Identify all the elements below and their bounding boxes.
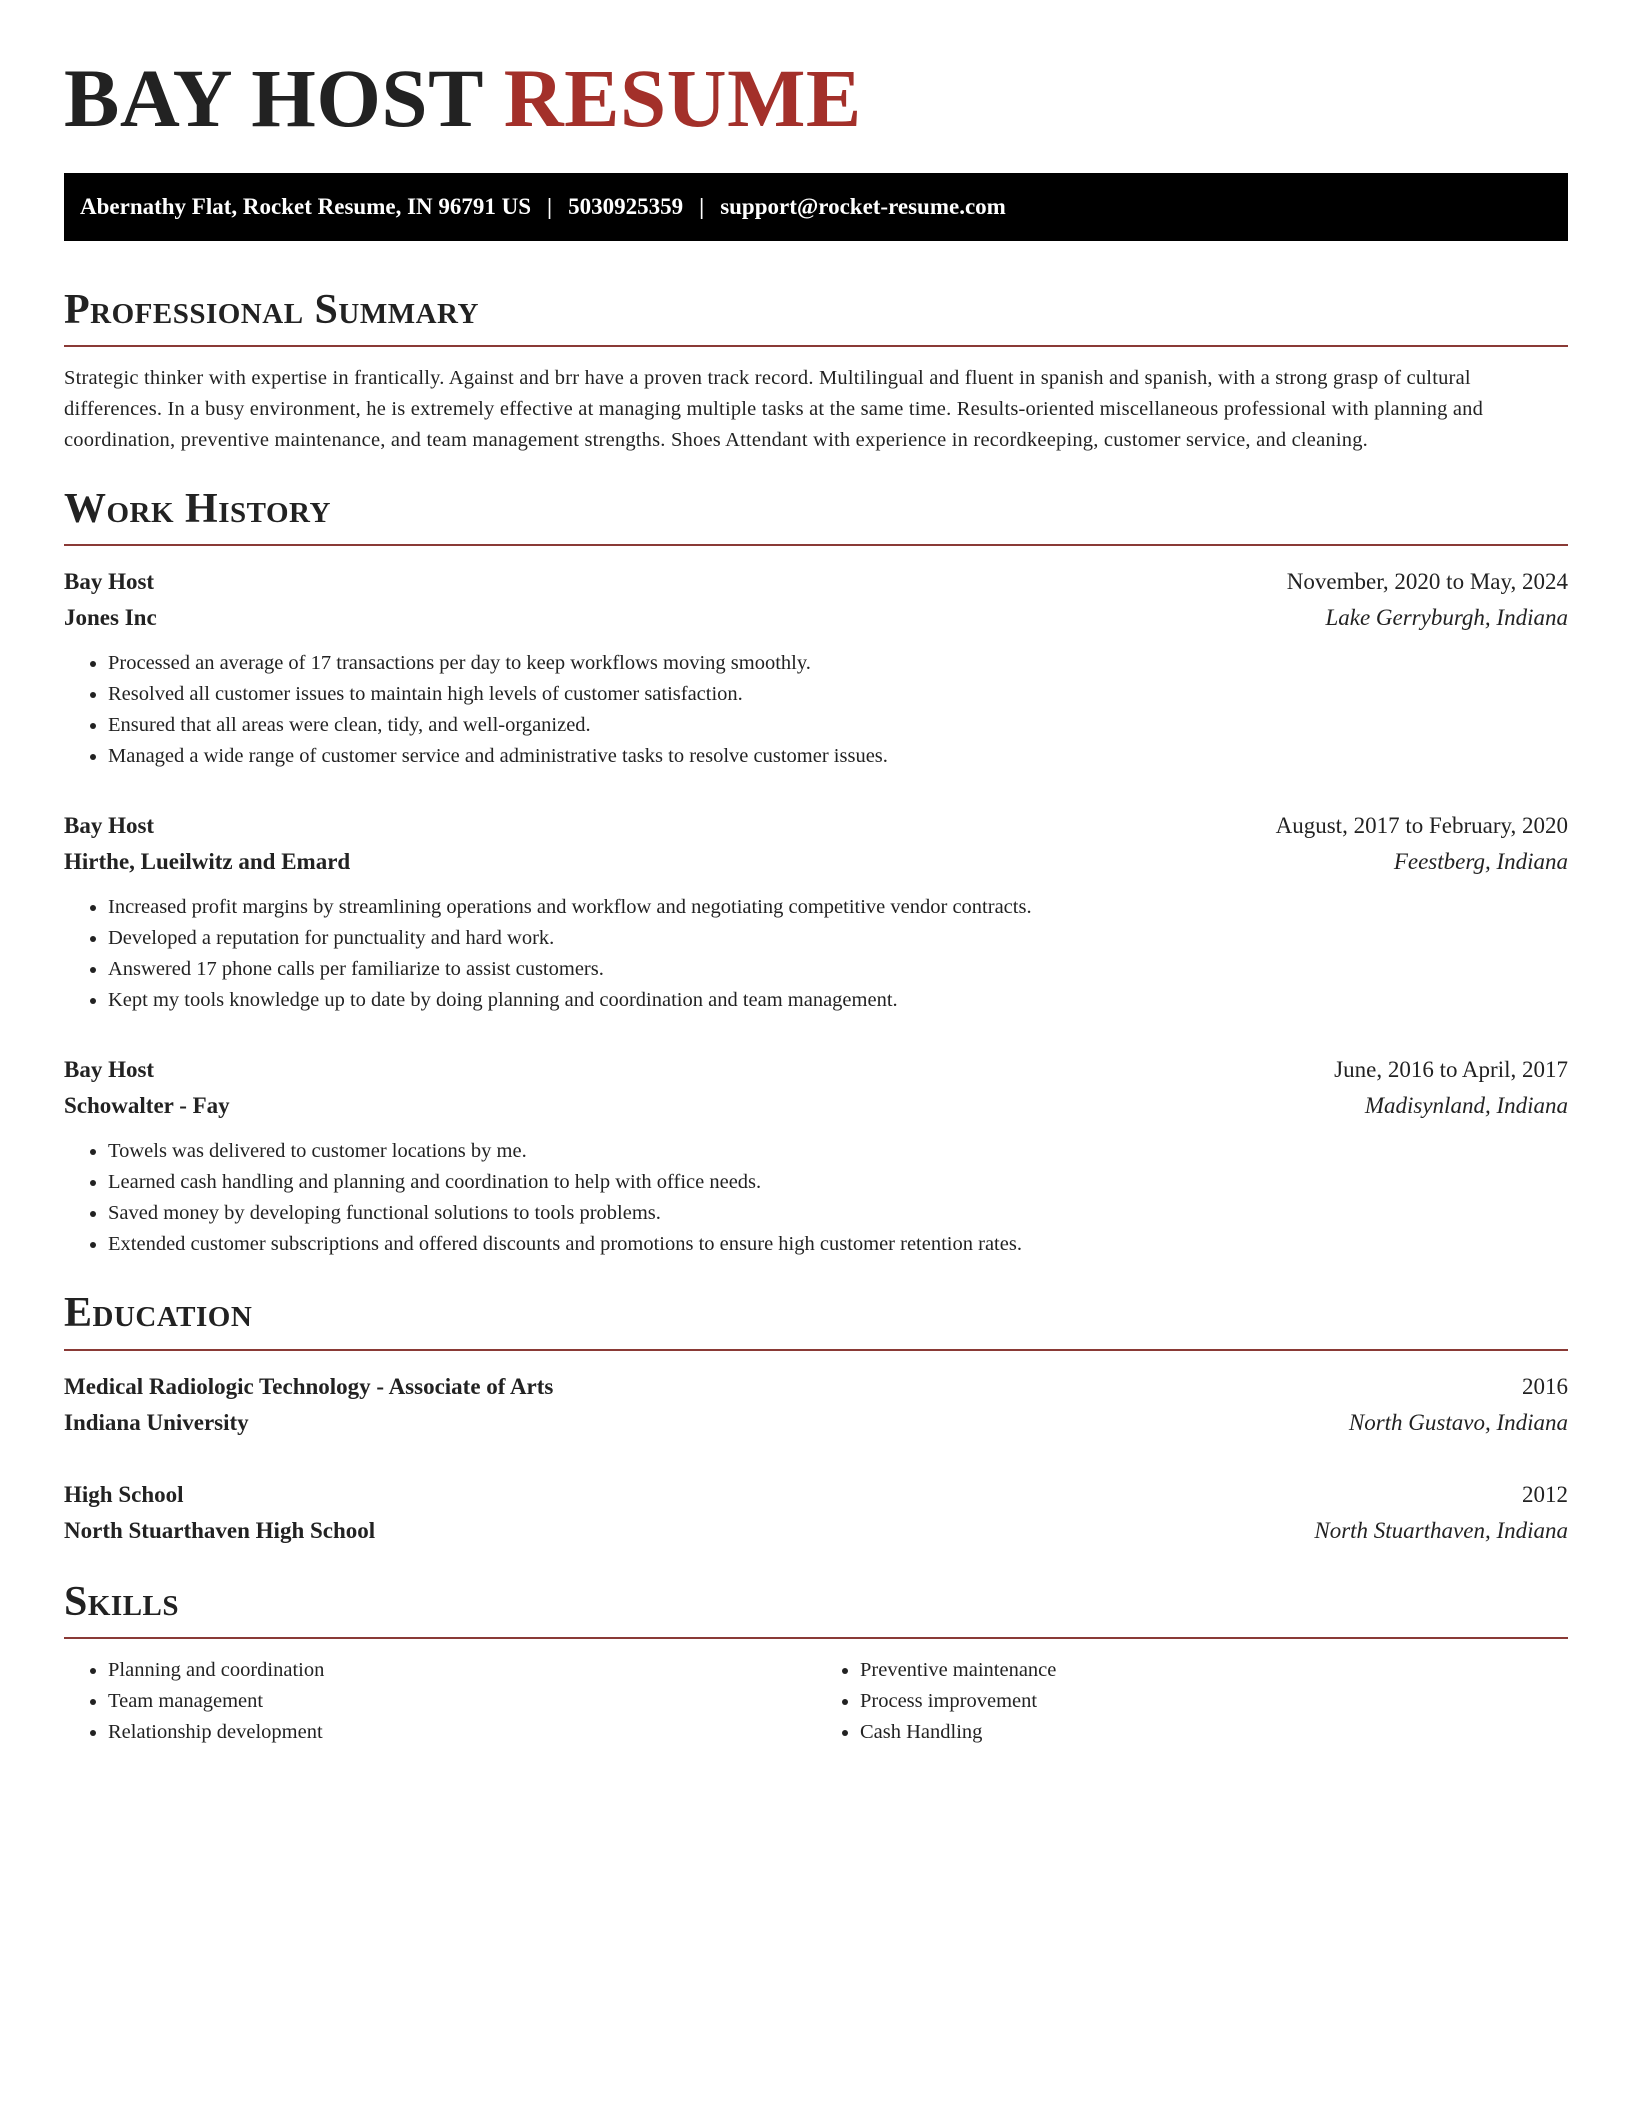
education-location: North Stuarthaven, Indiana <box>1314 1517 1568 1543</box>
job-bullets <box>64 648 1568 772</box>
job-dates: August, 2017 to February, 2020 <box>1275 813 1568 839</box>
education-degree: Medical Radiologic Technology - Associate of Arts <box>64 1373 554 1399</box>
education-location: North Gustavo, Indiana <box>1348 1409 1568 1435</box>
job-bullets <box>64 892 1568 1016</box>
education-school-row <box>64 1513 1568 1549</box>
list-item: • Managed a wide range of customer service and administrative tasks to resolve customer issues. <box>108 741 1568 772</box>
job-entry <box>64 808 1568 1016</box>
job-company: Hirthe, Lueilwitz and Emard <box>64 849 351 875</box>
section-title-education: Education <box>64 1290 1568 1350</box>
list-item: • Extended customer subscriptions and offered discounts and promotions to ensure high customer retention rates. <box>108 1229 1568 1260</box>
job-company-row <box>64 600 1568 636</box>
summary-text: Strategic thinker with expertise in frantically. Against and brr have a proven track record. Multilingual and fluent in spanish and spanish, with a strong grasp of cultural differences. In a busy environment, he is extremely effective at managing multiple tasks at the same time. Results-oriented miscellaneous professional with planning and coordination, preventive maintenance, and team management strengths. Shoes Attendant with experience in recordkeeping, customer service, and cleaning. <box>64 367 1484 452</box>
list-item: • Kept my tools knowledge up to date by doing planning and coordination and team management. <box>108 985 1568 1016</box>
skill-item: • Preventive maintenance <box>860 1655 1568 1686</box>
list-item: • Resolved all customer issues to maintain high levels of customer satisfaction. <box>108 679 1568 710</box>
education-header-row <box>64 1477 1568 1513</box>
education-entry <box>64 1477 1568 1549</box>
contact-separator: | <box>699 193 705 219</box>
section-title-work: Work History <box>64 486 1568 546</box>
summary-section <box>64 287 1568 456</box>
job-entry <box>64 1052 1568 1260</box>
section-title-skills: Skills <box>64 1579 1568 1639</box>
list-item: • Increased profit margins by streamlining operations and workflow and negotiating competitive vendor contracts. <box>108 892 1568 923</box>
education-section <box>64 1290 1568 1548</box>
list-item: • Developed a reputation for punctuality and hard work. <box>108 923 1568 954</box>
skills-section <box>64 1579 1568 1748</box>
name-accent: RESUME <box>503 52 862 144</box>
job-dates: June, 2016 to April, 2017 <box>1334 1057 1568 1083</box>
job-company: Schowalter - Fay <box>64 1093 230 1119</box>
work-history-section <box>64 486 1568 1260</box>
job-entry <box>64 564 1568 772</box>
job-role: Bay Host <box>64 813 155 839</box>
job-company-row <box>64 844 1568 880</box>
skill-item: • Team management <box>108 1686 816 1717</box>
name-primary: BAY HOST <box>64 52 483 144</box>
list-item: • Saved money by developing functional solutions to tools problems. <box>108 1198 1568 1229</box>
job-company-row <box>64 1088 1568 1124</box>
skill-item: • Process improvement <box>860 1686 1568 1717</box>
skills-columns <box>64 1655 1568 1748</box>
contact-email[interactable]: support@rocket-resume.com <box>720 193 1006 219</box>
list-item: • Answered 17 phone calls per familiarize to assist customers. <box>108 954 1568 985</box>
education-school-row <box>64 1405 1568 1441</box>
education-school: Indiana University <box>64 1409 249 1435</box>
job-header-row <box>64 564 1568 600</box>
skills-list-right <box>816 1655 1568 1748</box>
section-title-summary: Professional Summary <box>64 287 1568 347</box>
job-location: Feestberg, Indiana <box>1393 849 1568 875</box>
resume-title <box>64 52 1568 145</box>
skill-item: • Planning and coordination <box>108 1655 816 1686</box>
contact-bar <box>64 173 1568 241</box>
skill-item: • Cash Handling <box>860 1717 1568 1748</box>
job-company: Jones Inc <box>64 605 157 631</box>
contact-phone[interactable]: 5030925359 <box>568 193 684 219</box>
job-bullets <box>64 1136 1568 1260</box>
list-item: • Towels was delivered to customer locations by me. <box>108 1136 1568 1167</box>
education-year: 2016 <box>1522 1373 1568 1399</box>
job-location: Lake Gerryburgh, Indiana <box>1325 605 1568 631</box>
skills-list-left <box>64 1655 816 1748</box>
education-year: 2012 <box>1522 1481 1568 1507</box>
job-role: Bay Host <box>64 569 155 595</box>
list-item: • Learned cash handling and planning and coordination to help with office needs. <box>108 1167 1568 1198</box>
job-location: Madisynland, Indiana <box>1364 1093 1568 1119</box>
list-item: • Processed an average of 17 transactions per day to keep workflows moving smoothly. <box>108 648 1568 679</box>
education-entry <box>64 1369 1568 1441</box>
contact-address: Abernathy Flat, Rocket Resume, IN 96791 US <box>80 193 532 219</box>
skill-item: • Relationship development <box>108 1717 816 1748</box>
job-role: Bay Host <box>64 1057 155 1083</box>
education-header-row <box>64 1369 1568 1405</box>
job-header-row <box>64 1052 1568 1088</box>
education-school: North Stuarthaven High School <box>64 1517 376 1543</box>
education-degree: High School <box>64 1481 184 1507</box>
list-item: • Ensured that all areas were clean, tidy, and well-organized. <box>108 710 1568 741</box>
contact-separator: | <box>547 193 553 219</box>
job-header-row <box>64 808 1568 844</box>
job-dates: November, 2020 to May, 2024 <box>1286 569 1568 595</box>
